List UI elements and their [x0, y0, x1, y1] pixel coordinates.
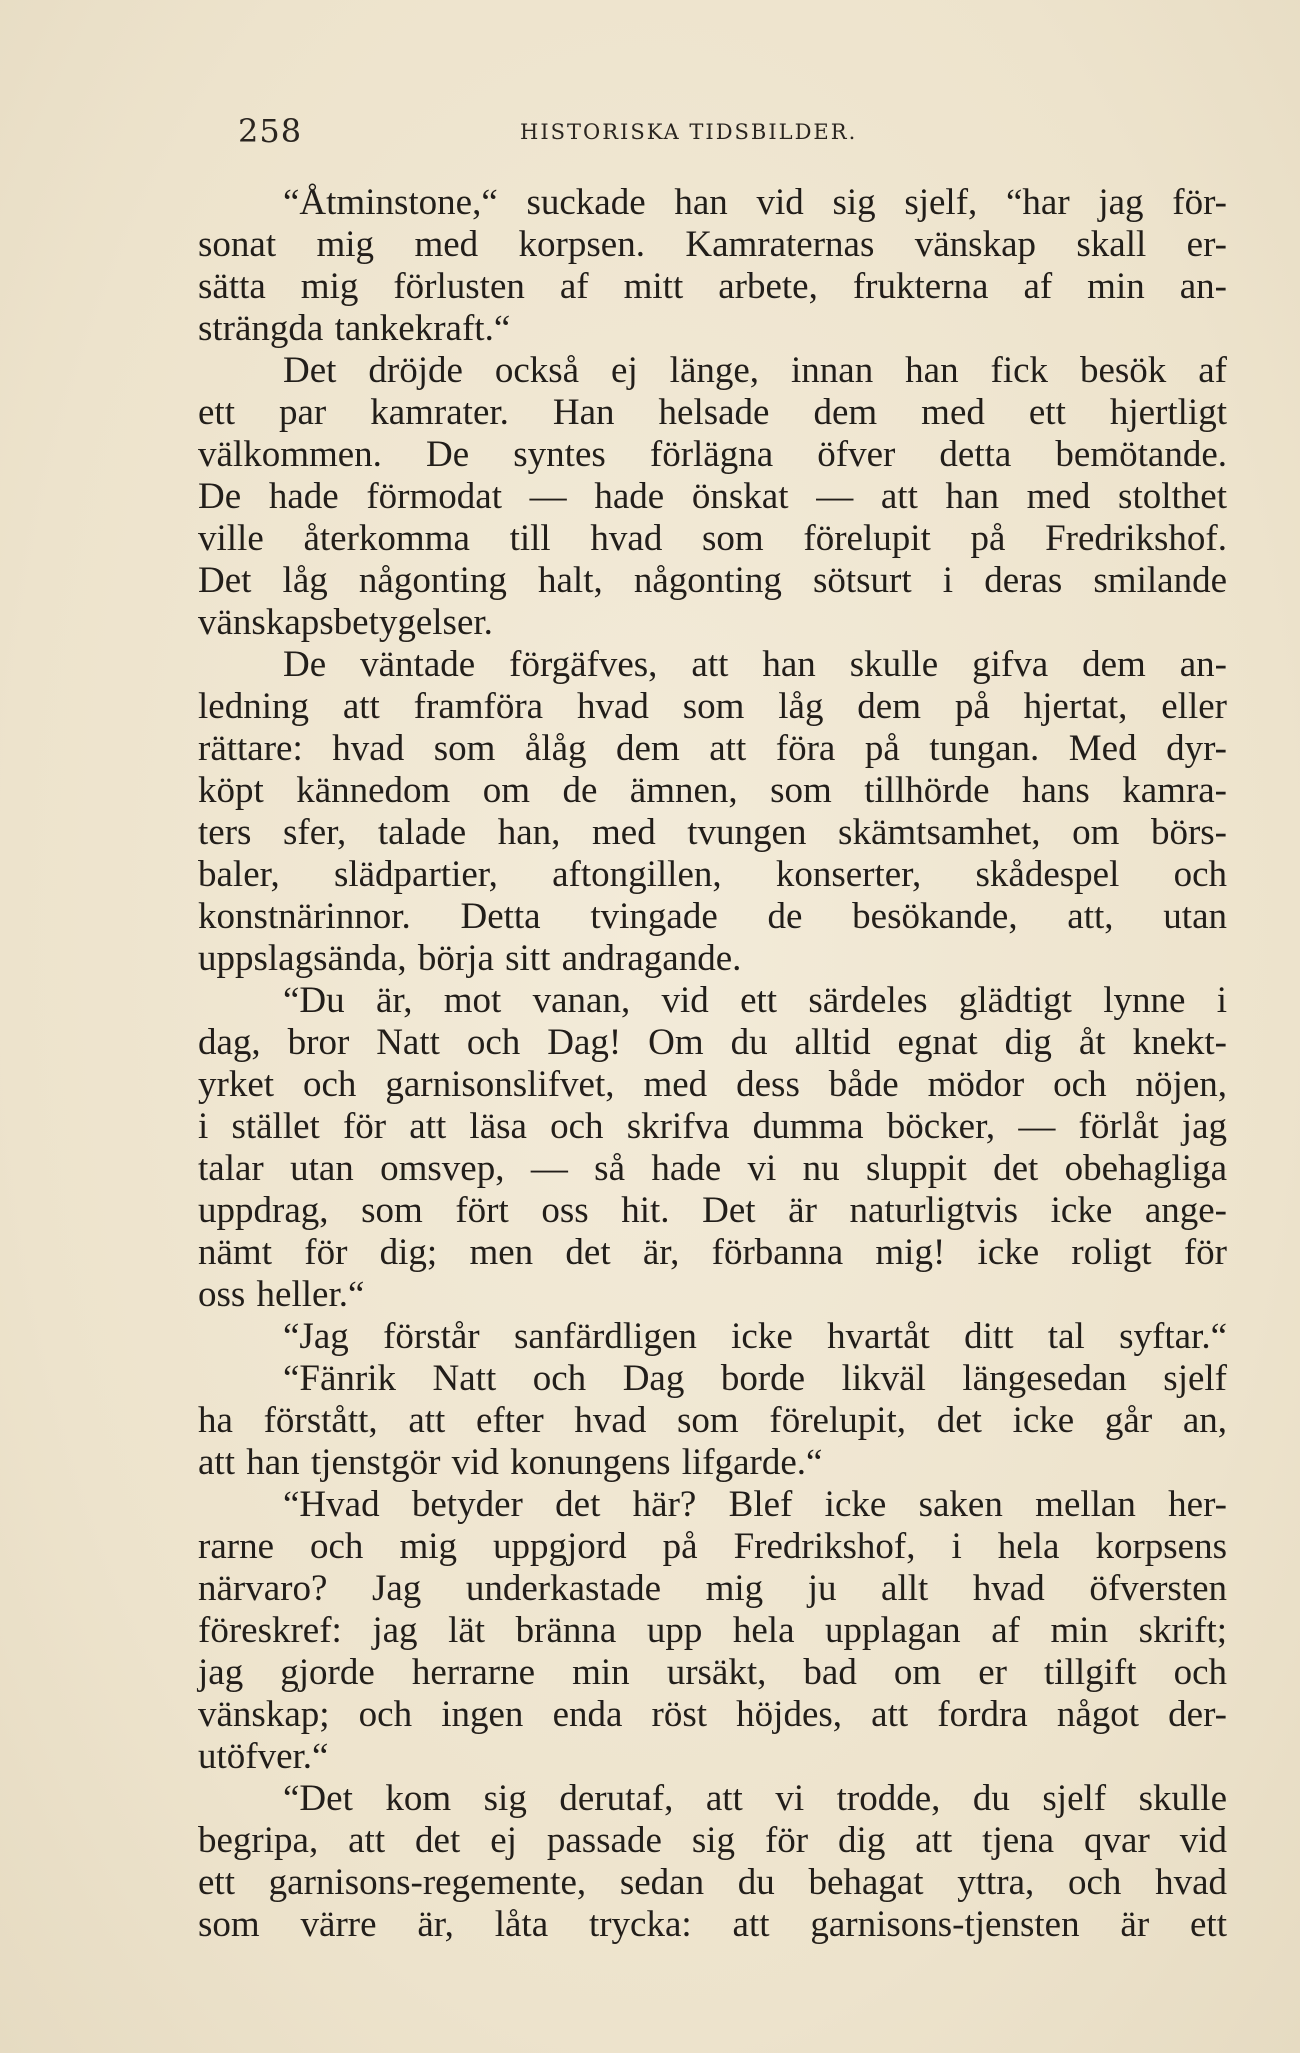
- text-line: yrket och garnisonslifvet, med dess både mödor och nöjen,: [198, 1064, 1227, 1105]
- text-line: föreskref: jag lät bränna upp hela upplagan af min skrift;: [198, 1610, 1227, 1651]
- text-line: sätta mig förlusten af mitt arbete, frukterna af min an-: [198, 266, 1227, 307]
- text-line: Det låg någonting halt, någonting sötsurt i deras smilande: [198, 560, 1227, 601]
- text-line: välkommen. De syntes förlägna öfver detta bemötande.: [198, 434, 1227, 475]
- text-line: Det dröjde också ej länge, innan han fick besök af: [283, 350, 1227, 391]
- body-text: [198, 182, 1227, 1946]
- page-header: [198, 112, 1198, 152]
- text-line: “Hvad betyder det här? Blef icke saken mellan her-: [283, 1484, 1227, 1525]
- text-line: “Det kom sig derutaf, att vi trodde, du sjelf skulle: [283, 1778, 1227, 1819]
- text-line: vänskap; och ingen enda röst höjdes, att fordra något der-: [198, 1694, 1227, 1735]
- text-line: jag gjorde herrarne min ursäkt, bad om er tillgift och: [198, 1652, 1227, 1693]
- text-line: konstnärinnor. Detta tvingade de besökande, att, utan: [198, 896, 1227, 937]
- text-line: uppdrag, som fört oss hit. Det är naturligtvis icke ange-: [198, 1190, 1227, 1231]
- text-line: utöfver.“: [198, 1736, 329, 1777]
- text-line: ledning att framföra hvad som låg dem på hjertat, eller: [198, 686, 1227, 727]
- text-line: uppslagsända, börja sitt andragande.: [198, 938, 742, 979]
- text-line: “Jag förstår sanfärdligen icke hvartåt ditt tal syftar.“: [283, 1316, 1227, 1357]
- text-line: baler, slädpartier, aftongillen, konserter, skådespel och: [198, 854, 1227, 895]
- text-line: att han tjenstgör vid konungens lifgarde.“: [198, 1442, 823, 1483]
- running-title: HISTORISKA TIDSBILDER.: [520, 120, 858, 144]
- text-line: vänskapsbetygelser.: [198, 602, 493, 643]
- text-line: begripa, att det ej passade sig för dig att tjena qvar vid: [198, 1820, 1227, 1861]
- text-line: ett garnisons-regemente, sedan du behagat yttra, och hvad: [198, 1862, 1227, 1903]
- text-line: De väntade förgäfves, att han skulle gifva dem an-: [283, 644, 1227, 685]
- text-line: ha förstått, att efter hvad som förelupit, det icke går an,: [198, 1400, 1227, 1441]
- text-line: som värre är, låta trycka: att garnisons-tjensten är ett: [198, 1904, 1227, 1945]
- text-line: ville återkomma till hvad som förelupit på Fredrikshof.: [198, 518, 1227, 559]
- text-line: ters sfer, talade han, med tvungen skämtsamhet, om börs-: [198, 812, 1227, 853]
- text-line: oss heller.“: [198, 1274, 365, 1315]
- text-line: nämt för dig; men det är, förbanna mig! icke roligt för: [198, 1232, 1227, 1273]
- text-line: sonat mig med korpsen. Kamraternas vänskap skall er-: [198, 224, 1227, 265]
- text-line: köpt kännedom om de ämnen, som tillhörde hans kamra-: [198, 770, 1227, 811]
- text-line: De hade förmodat — hade önskat — att han med stolthet: [198, 476, 1227, 517]
- text-line: ett par kamrater. Han helsade dem med ett hjertligt: [198, 392, 1227, 433]
- text-line: rättare: hvad som ålåg dem att föra på tungan. Med dyr-: [198, 728, 1227, 769]
- text-line: rarne och mig uppgjord på Fredrikshof, i hela korpsens: [198, 1526, 1227, 1567]
- text-line: strängda tankekraft.“: [198, 308, 511, 349]
- text-line: närvaro? Jag underkastade mig ju allt hvad öfversten: [198, 1568, 1227, 1609]
- text-line: dag, bror Natt och Dag! Om du alltid egnat dig åt knekt-: [198, 1022, 1227, 1063]
- text-line: talar utan omsvep, — så hade vi nu sluppit det obehagliga: [198, 1148, 1227, 1189]
- page-number: 258: [238, 112, 303, 150]
- text-line: “Du är, mot vanan, vid ett särdeles glädtigt lynne i: [283, 980, 1227, 1021]
- text-line: “Åtminstone,“ suckade han vid sig sjelf, “har jag för-: [283, 182, 1227, 223]
- text-line: i stället för att läsa och skrifva dumma böcker, — förlåt jag: [198, 1106, 1227, 1147]
- text-line: “Fänrik Natt och Dag borde likväl längesedan sjelf: [283, 1358, 1227, 1399]
